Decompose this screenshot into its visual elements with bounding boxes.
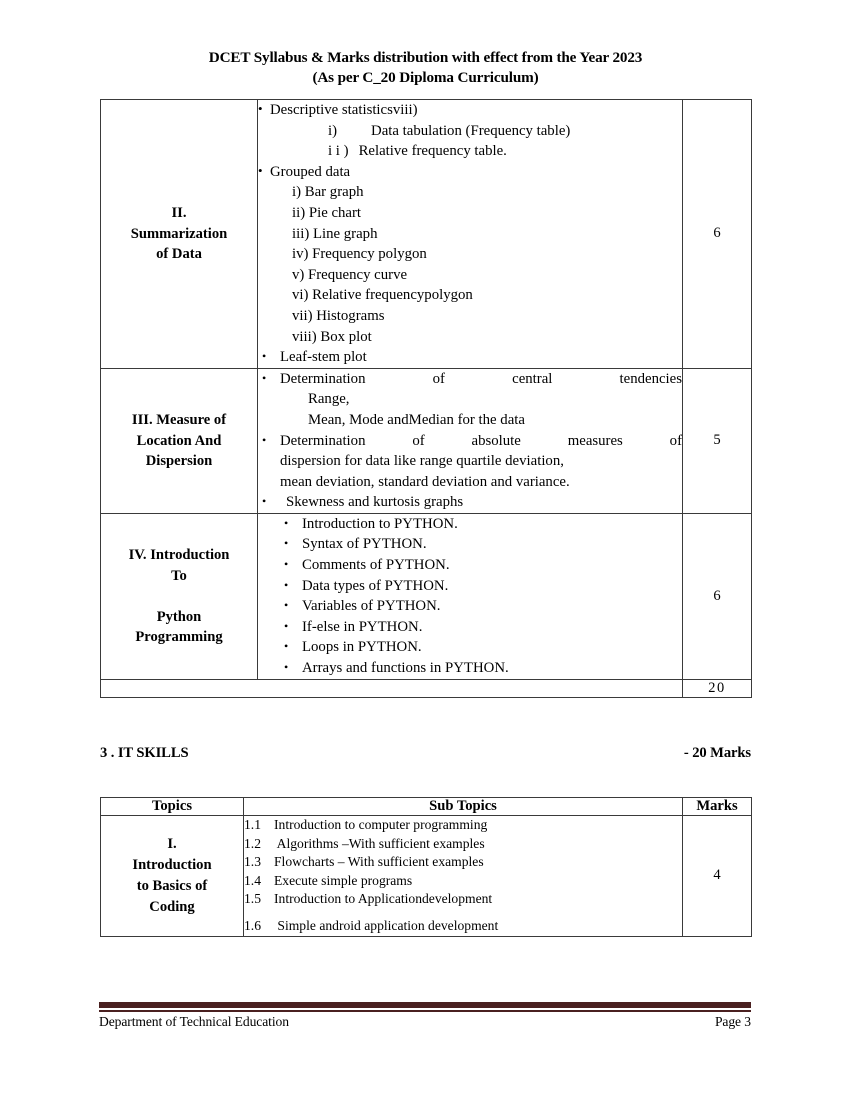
- section-heading-marks: - 20 Marks: [683, 745, 751, 761]
- item-number: 1.1: [244, 817, 261, 832]
- item-number: 1.4: [244, 872, 261, 888]
- topic-line: Dispersion: [145, 453, 213, 470]
- roman-item-ii: [270, 141, 682, 162]
- bullet-text: Descriptive statisticsviii): [270, 102, 418, 118]
- total-marks-cell: 20: [683, 679, 752, 697]
- section-heading-label: 3 . IT SKILLS: [100, 745, 189, 761]
- roman-item-i: [270, 121, 682, 142]
- subtopic-cell-coding: [244, 816, 683, 937]
- header-marks: Marks: [683, 798, 752, 816]
- bullet-text: Grouped data: [270, 163, 351, 180]
- footer-rule-thin: [99, 1010, 751, 1012]
- roman-text: Relative frequency table.: [358, 143, 507, 160]
- topic-line: I.: [167, 835, 177, 852]
- bullet-subline: Range,: [308, 391, 350, 408]
- footer-department: Department of Technical Education: [99, 1014, 289, 1029]
- topic-line: Python: [156, 608, 202, 625]
- table-row: [101, 513, 752, 679]
- topic-line: Programming: [135, 629, 223, 645]
- grouped-item: vi) Relative frequencypolygon: [292, 287, 473, 304]
- list-item: [258, 162, 682, 347]
- roman-text: Data tabulation (Frequency table): [371, 122, 571, 139]
- topic-line: Location And: [136, 432, 222, 449]
- list-item: [258, 100, 682, 162]
- syllabus-table: [100, 99, 752, 698]
- bullet-list-loose: [258, 347, 682, 368]
- topic-line: of Data: [156, 246, 202, 263]
- list-item: • If-else in PYTHON.: [280, 617, 682, 638]
- topic-cell-measure: [101, 368, 258, 513]
- subtopic-cell-summarization: [258, 100, 683, 369]
- item-number: 1.5: [244, 891, 261, 907]
- item-number: 1.3: [244, 854, 261, 870]
- grouped-item: v) Frequency curve: [292, 266, 408, 283]
- list-item: • Leaf-stem plot: [258, 347, 682, 368]
- item-text: Introduction to Applicationdevelopment: [274, 891, 493, 907]
- page-title: [100, 48, 751, 88]
- bullet-subline: Mean, Mode andMedian for the data: [308, 411, 525, 428]
- numbered-item: [244, 835, 682, 854]
- grouped-item: iii) Line graph: [292, 225, 378, 242]
- list-item: • Arrays and functions in PYTHON.: [280, 658, 682, 679]
- topic-cell-coding: [101, 816, 244, 937]
- bullet-text: Skewness and kurtosis graphs: [286, 494, 464, 511]
- numbered-item: [244, 816, 682, 835]
- table-row: [101, 100, 752, 369]
- subtopic-cell-measure: [258, 368, 683, 513]
- table-header-row: [101, 798, 752, 816]
- grouped-item: i) Bar graph: [292, 184, 364, 201]
- marks-cell: 6: [683, 100, 752, 369]
- header-sub-topics: Sub Topics: [244, 798, 683, 816]
- topic-line: Coding: [149, 898, 195, 915]
- bullet-list-loose: [258, 369, 682, 513]
- topic-line: Summarization: [130, 225, 228, 242]
- footer-rule-thick: [99, 1002, 751, 1008]
- numbered-item: [244, 890, 682, 909]
- bullet-text: • Determination of central tendencies: [280, 370, 682, 387]
- topic-line: to Basics of: [136, 877, 208, 894]
- section-heading: [100, 745, 751, 762]
- grouped-item: viii) Box plot: [292, 328, 372, 345]
- item-text: Execute simple programs: [274, 872, 413, 888]
- it-skills-table: [100, 797, 752, 937]
- bullet-list: [258, 100, 682, 347]
- topic-line: Introduction: [132, 856, 212, 873]
- bullet-subline: dispersion for data like range quartile deviation,: [280, 453, 564, 470]
- item-number: 1.2: [244, 835, 261, 851]
- marks-cell: 4: [683, 816, 752, 937]
- topic-cell-summarization: [101, 100, 258, 369]
- numbered-item: [244, 872, 682, 891]
- marks-cell: 5: [683, 368, 752, 513]
- list-item: • Data types of PYTHON.: [280, 576, 682, 597]
- item-text: Simple android application development: [274, 917, 499, 933]
- list-item: • Loops in PYTHON.: [280, 637, 682, 658]
- footer: [99, 1014, 751, 1030]
- marks-cell: 6: [683, 513, 752, 679]
- list-item: [258, 431, 682, 493]
- bullet-text: • Determination of absolute measures of: [280, 432, 682, 449]
- list-item: • Comments of PYTHON.: [280, 555, 682, 576]
- item-number: 1.6: [244, 917, 261, 933]
- table-row: [101, 816, 752, 937]
- list-item: [258, 492, 682, 513]
- subtopic-cell-python: [258, 513, 683, 679]
- roman-label: i i ): [328, 143, 349, 160]
- topic-cell-python: [101, 513, 258, 679]
- grouped-item: iv) Frequency polygon: [292, 246, 427, 263]
- list-item: • Introduction to PYTHON.: [280, 514, 682, 535]
- title-line-2: (As per C_20 Diploma Curriculum): [312, 69, 539, 86]
- title-line-1: DCET Syllabus & Marks distribution with effect from the Year 2023: [208, 49, 643, 66]
- topic-line: IV. Introduction: [128, 547, 230, 563]
- spacer: [244, 909, 682, 917]
- table-total-row: [101, 679, 752, 697]
- total-blank-cell: [101, 679, 683, 697]
- numbered-item: [244, 853, 682, 872]
- table-row: [101, 368, 752, 513]
- grouped-item: vii) Histograms: [292, 307, 385, 324]
- item-text: Algorithms –With sufficient examples: [274, 835, 485, 851]
- footer-page-number: Page 3: [714, 1014, 751, 1029]
- list-item: • Variables of PYTHON.: [280, 596, 682, 617]
- header-topics: Topics: [101, 798, 244, 816]
- numbered-item: [244, 917, 682, 936]
- bullet-list-loose: [280, 514, 682, 679]
- bullet-subline: mean deviation, standard deviation and variance.: [280, 473, 570, 490]
- topic-line: II.: [171, 205, 187, 222]
- list-item: • Syntax of PYTHON.: [280, 534, 682, 555]
- grouped-item: ii) Pie chart: [292, 204, 362, 221]
- item-text: Flowcharts – With sufficient examples: [274, 854, 484, 870]
- topic-line: III. Measure of: [131, 412, 227, 429]
- topic-line: To: [171, 567, 187, 584]
- list-item: [258, 369, 682, 431]
- item-text: Introduction to computer programming: [274, 817, 488, 832]
- roman-label: i): [328, 122, 338, 139]
